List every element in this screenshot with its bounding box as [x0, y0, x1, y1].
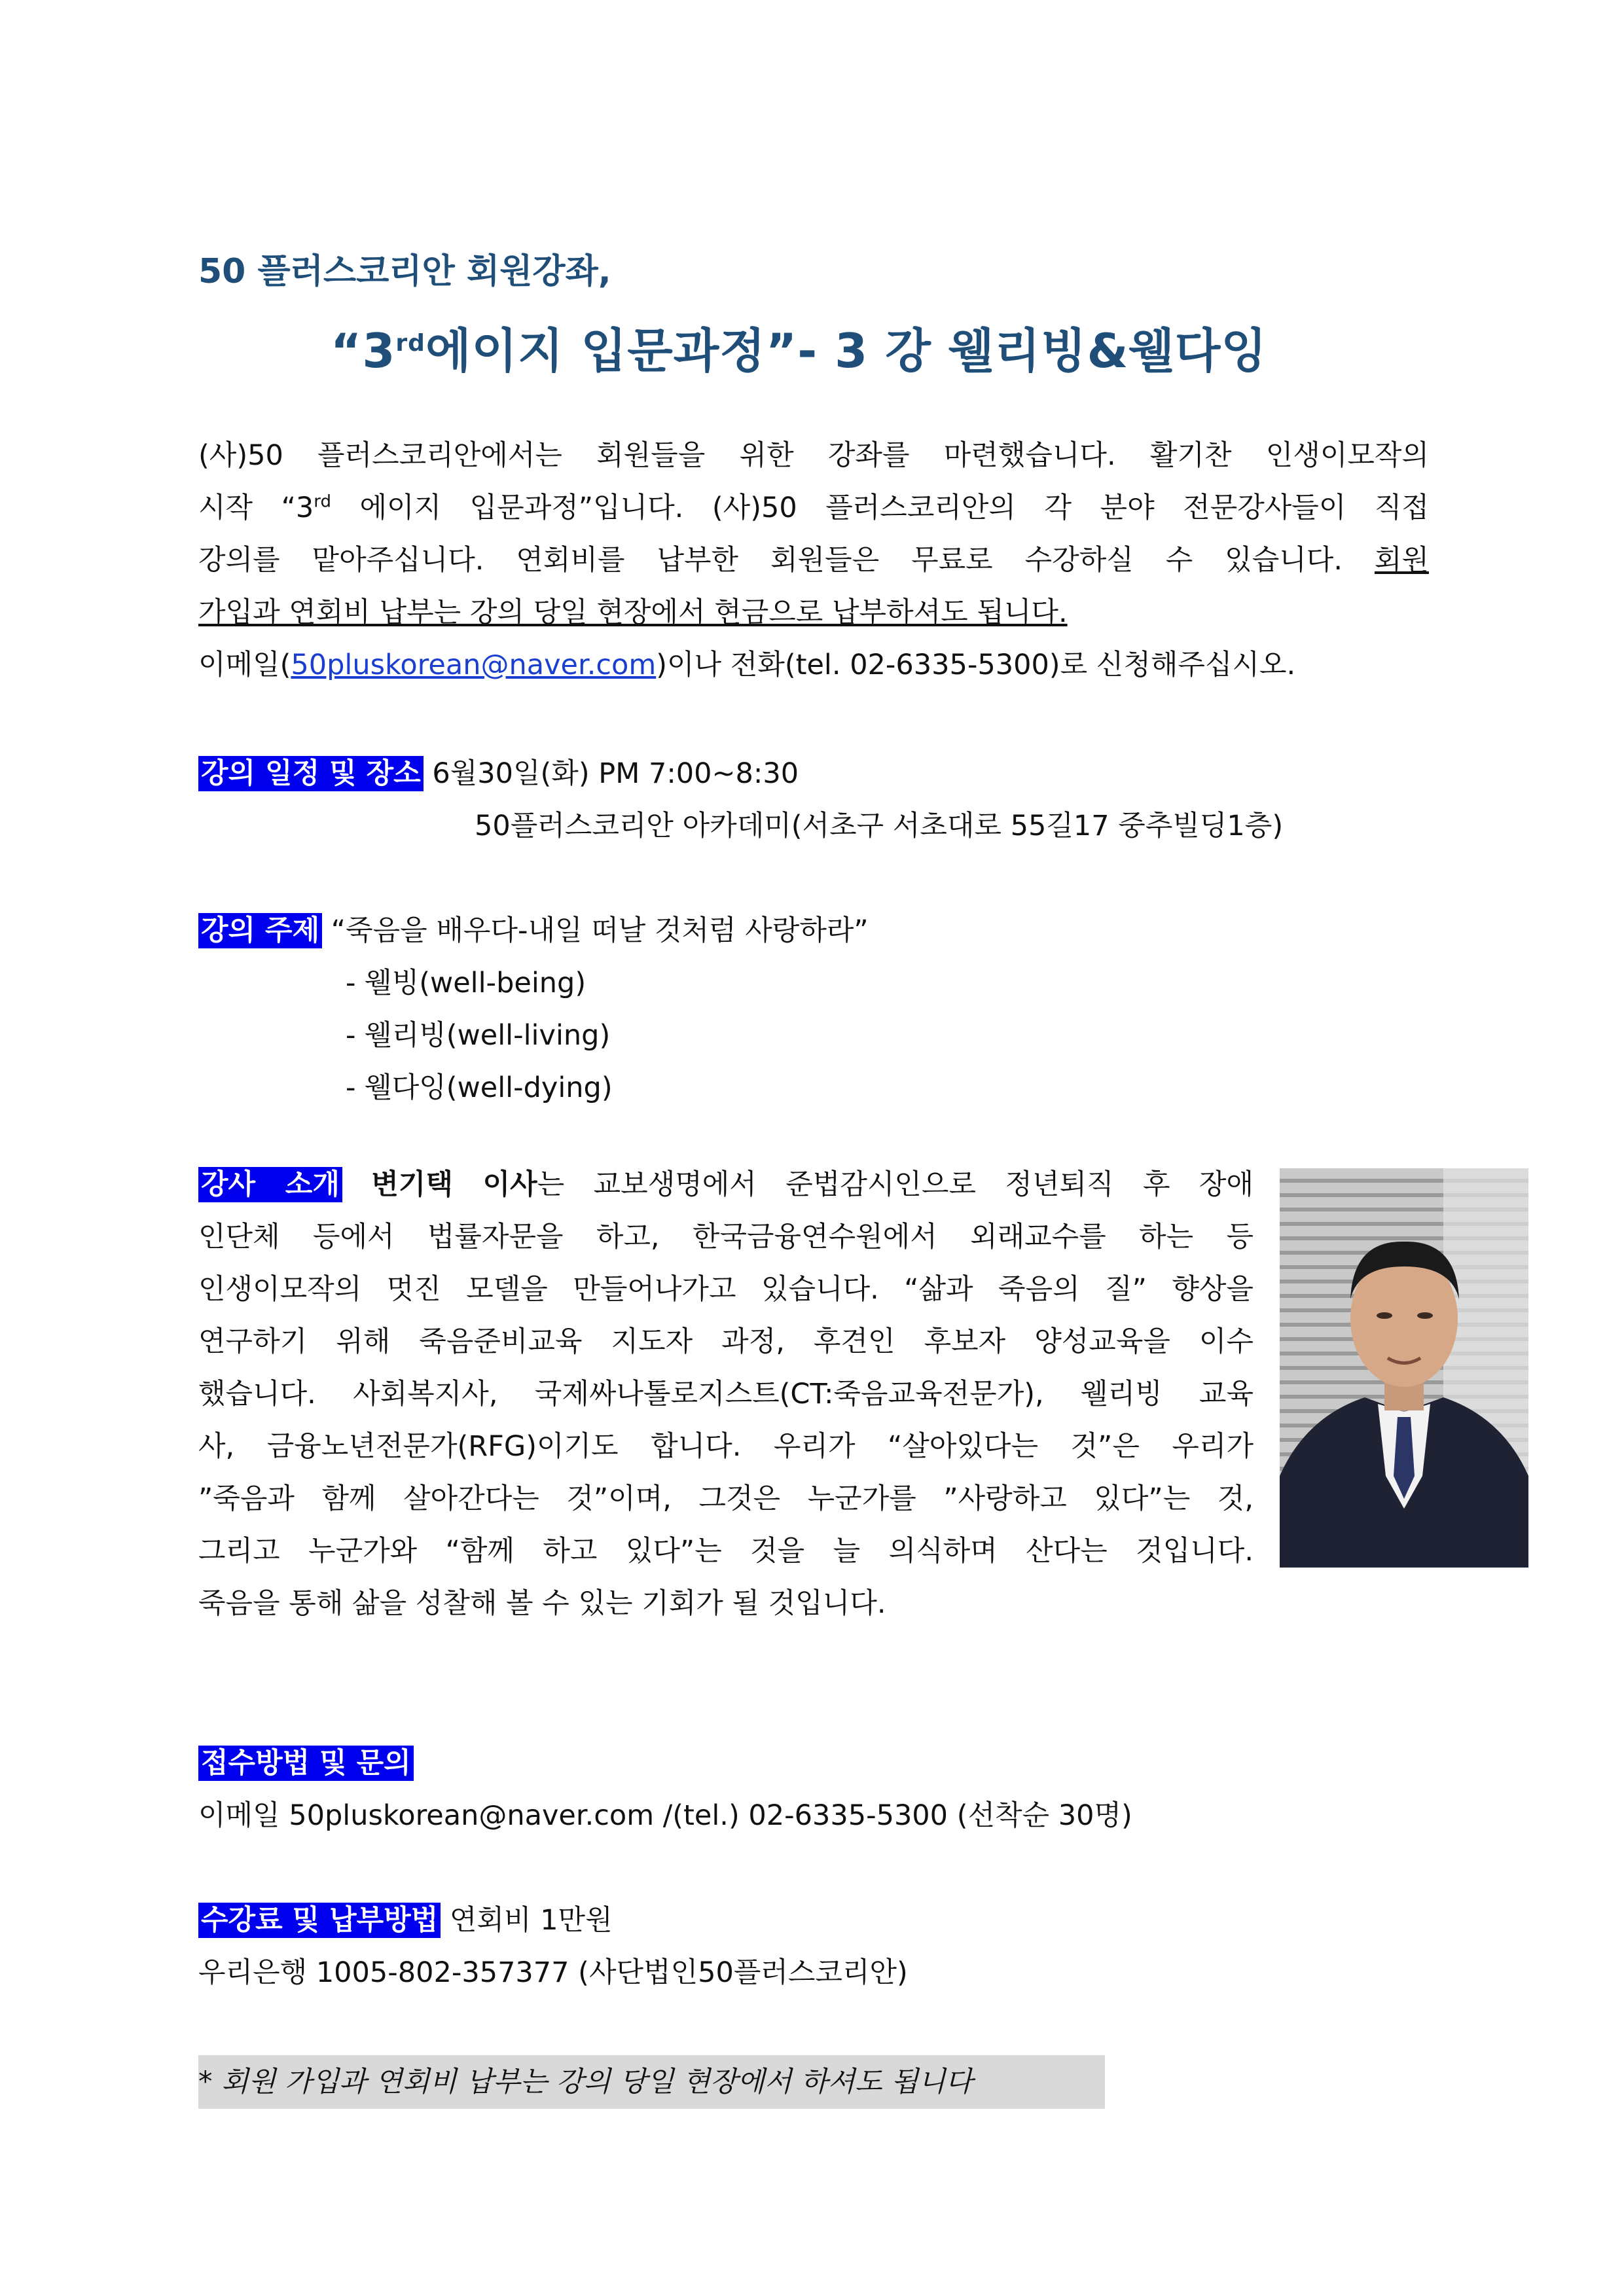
topic-item: - 웰리빙(well-living) [346, 1019, 611, 1052]
topic-item: - 웰다잉(well-dying) [346, 1071, 613, 1104]
topic-item: - 웰빙(well-being) [346, 967, 586, 999]
instructor-line [198, 1158, 1254, 1211]
fee-amount: 연회비 1만원 [449, 1904, 613, 1937]
intro-text: )이나 전화(tel. 02-6335-5300)로 신청해주십시오. [656, 649, 1296, 681]
membership-note-start: 회원 [1374, 544, 1429, 577]
fee-section [198, 1894, 908, 1999]
topic-label: 강의 주제 [198, 913, 322, 948]
instructor-line: ”죽음과 함께 살아간다는 것”이며, 그것은 누군가를 ”사랑하고 있다”는 것, [198, 1482, 1254, 1515]
fee-label: 수강료 및 납부방법 [198, 1903, 441, 1938]
instructor-line: 연구하기 위해 죽음준비교육 지도자 과정, 후견인 후보자 양성교육을 이수 [198, 1325, 1254, 1358]
page-subtitle: 50 플러스코리안 회원강좌, [198, 252, 611, 291]
schedule-row [198, 747, 1283, 800]
instructor-line: 인단체 등에서 법률자문을 하고, 한국금융연수원에서 외래교수를 하는 등 [198, 1221, 1254, 1253]
schedule-section [198, 747, 1283, 852]
instructor-text: 는 교보생명에서 준법감시인으로 정년퇴직 후 장애 [537, 1168, 1254, 1201]
footnote: * 회원 가입과 연회비 납부는 강의 당일 현장에서 하셔도 됩니다 [198, 2055, 1105, 2109]
intro-line: (사)50 플러스코리안에서는 회원들을 위한 강좌를 마련했습니다. 활기찬 인생이모작의 [198, 439, 1429, 472]
registration-section [198, 1737, 1132, 1842]
fee-row [198, 1894, 908, 1946]
instructor-line: 했습니다. 사회복지사, 국제싸나톨로지스트(CT:죽음교육전문가), 웰리빙 교육 [198, 1378, 1254, 1410]
intro-line [198, 482, 1429, 534]
title-superscript: rd [395, 330, 425, 357]
intro-contact-line [198, 639, 1429, 691]
membership-note: 가입과 연회비 납부는 강의 당일 현장에서 현금으로 납부하셔도 됩니다. [198, 596, 1068, 629]
title-rest: 에이지 입문과정”- 3 강 웰리빙&웰다잉 [425, 323, 1268, 378]
instructor-line: 그리고 누군가와 “함께 하고 있다”는 것을 늘 의식하며 산다는 것입니다. [198, 1535, 1254, 1568]
instructor-name: 변기택 이사 [371, 1168, 537, 1201]
instructor-label: 강사 소개 [198, 1167, 342, 1202]
schedule-time: 6월30일(화) PM 7:00~8:30 [432, 757, 799, 790]
instructor-line: 사, 금융노년전문가(RFG)이기도 합니다. 우리가 “살아있다는 것”은 우리가 [198, 1430, 1254, 1463]
schedule-place: 50플러스코리안 아카데미(서초구 서초대로 55길17 중추빌딩1층) [475, 810, 1284, 842]
intro-line [198, 534, 1429, 586]
page-title [331, 313, 1267, 381]
topic-section [198, 905, 869, 1114]
schedule-label: 강의 일정 및 장소 [198, 756, 424, 791]
intro-paragraph [198, 429, 1429, 691]
instructor-line: 죽음을 통해 삶을 성찰해 볼 수 있는 기회가 될 것입니다. [198, 1587, 886, 1620]
instructor-photo [1280, 1168, 1528, 1568]
topic-row [198, 905, 869, 957]
topic-title: “죽음을 배우다-내일 떠날 것처럼 사랑하라” [331, 914, 869, 947]
instructor-line: 인생이모작의 멋진 모델을 만들어나가고 있습니다. “삶과 죽음의 질” 향상을 [198, 1273, 1254, 1306]
intro-text: 시작 “3 [198, 492, 314, 524]
title-prefix: “3 [331, 323, 396, 378]
registration-row [198, 1737, 1132, 1789]
intro-text: 이메일( [198, 649, 291, 681]
instructor-section [198, 1158, 1254, 1630]
registration-label: 접수방법 및 문의 [198, 1746, 414, 1781]
intro-superscript: rd [314, 492, 331, 512]
fee-account: 우리은행 1005-802-357377 (사단법인50플러스코리안) [198, 1956, 908, 1989]
email-link[interactable]: 50pluskorean@naver.com [291, 649, 657, 681]
instructor-portrait-image [1280, 1168, 1528, 1568]
intro-text: 강의를 맡아주십니다. 연회비를 납부한 회원들은 무료로 수강하실 수 있습니다. [198, 544, 1375, 577]
registration-detail: 이메일 50pluskorean@naver.com /(tel.) 02-6335-5300 (선착순 30명) [198, 1799, 1132, 1832]
intro-text: 에이지 입문과정”입니다. (사)50 플러스코리안의 각 분야 전문강사들이 직접 [331, 492, 1429, 524]
